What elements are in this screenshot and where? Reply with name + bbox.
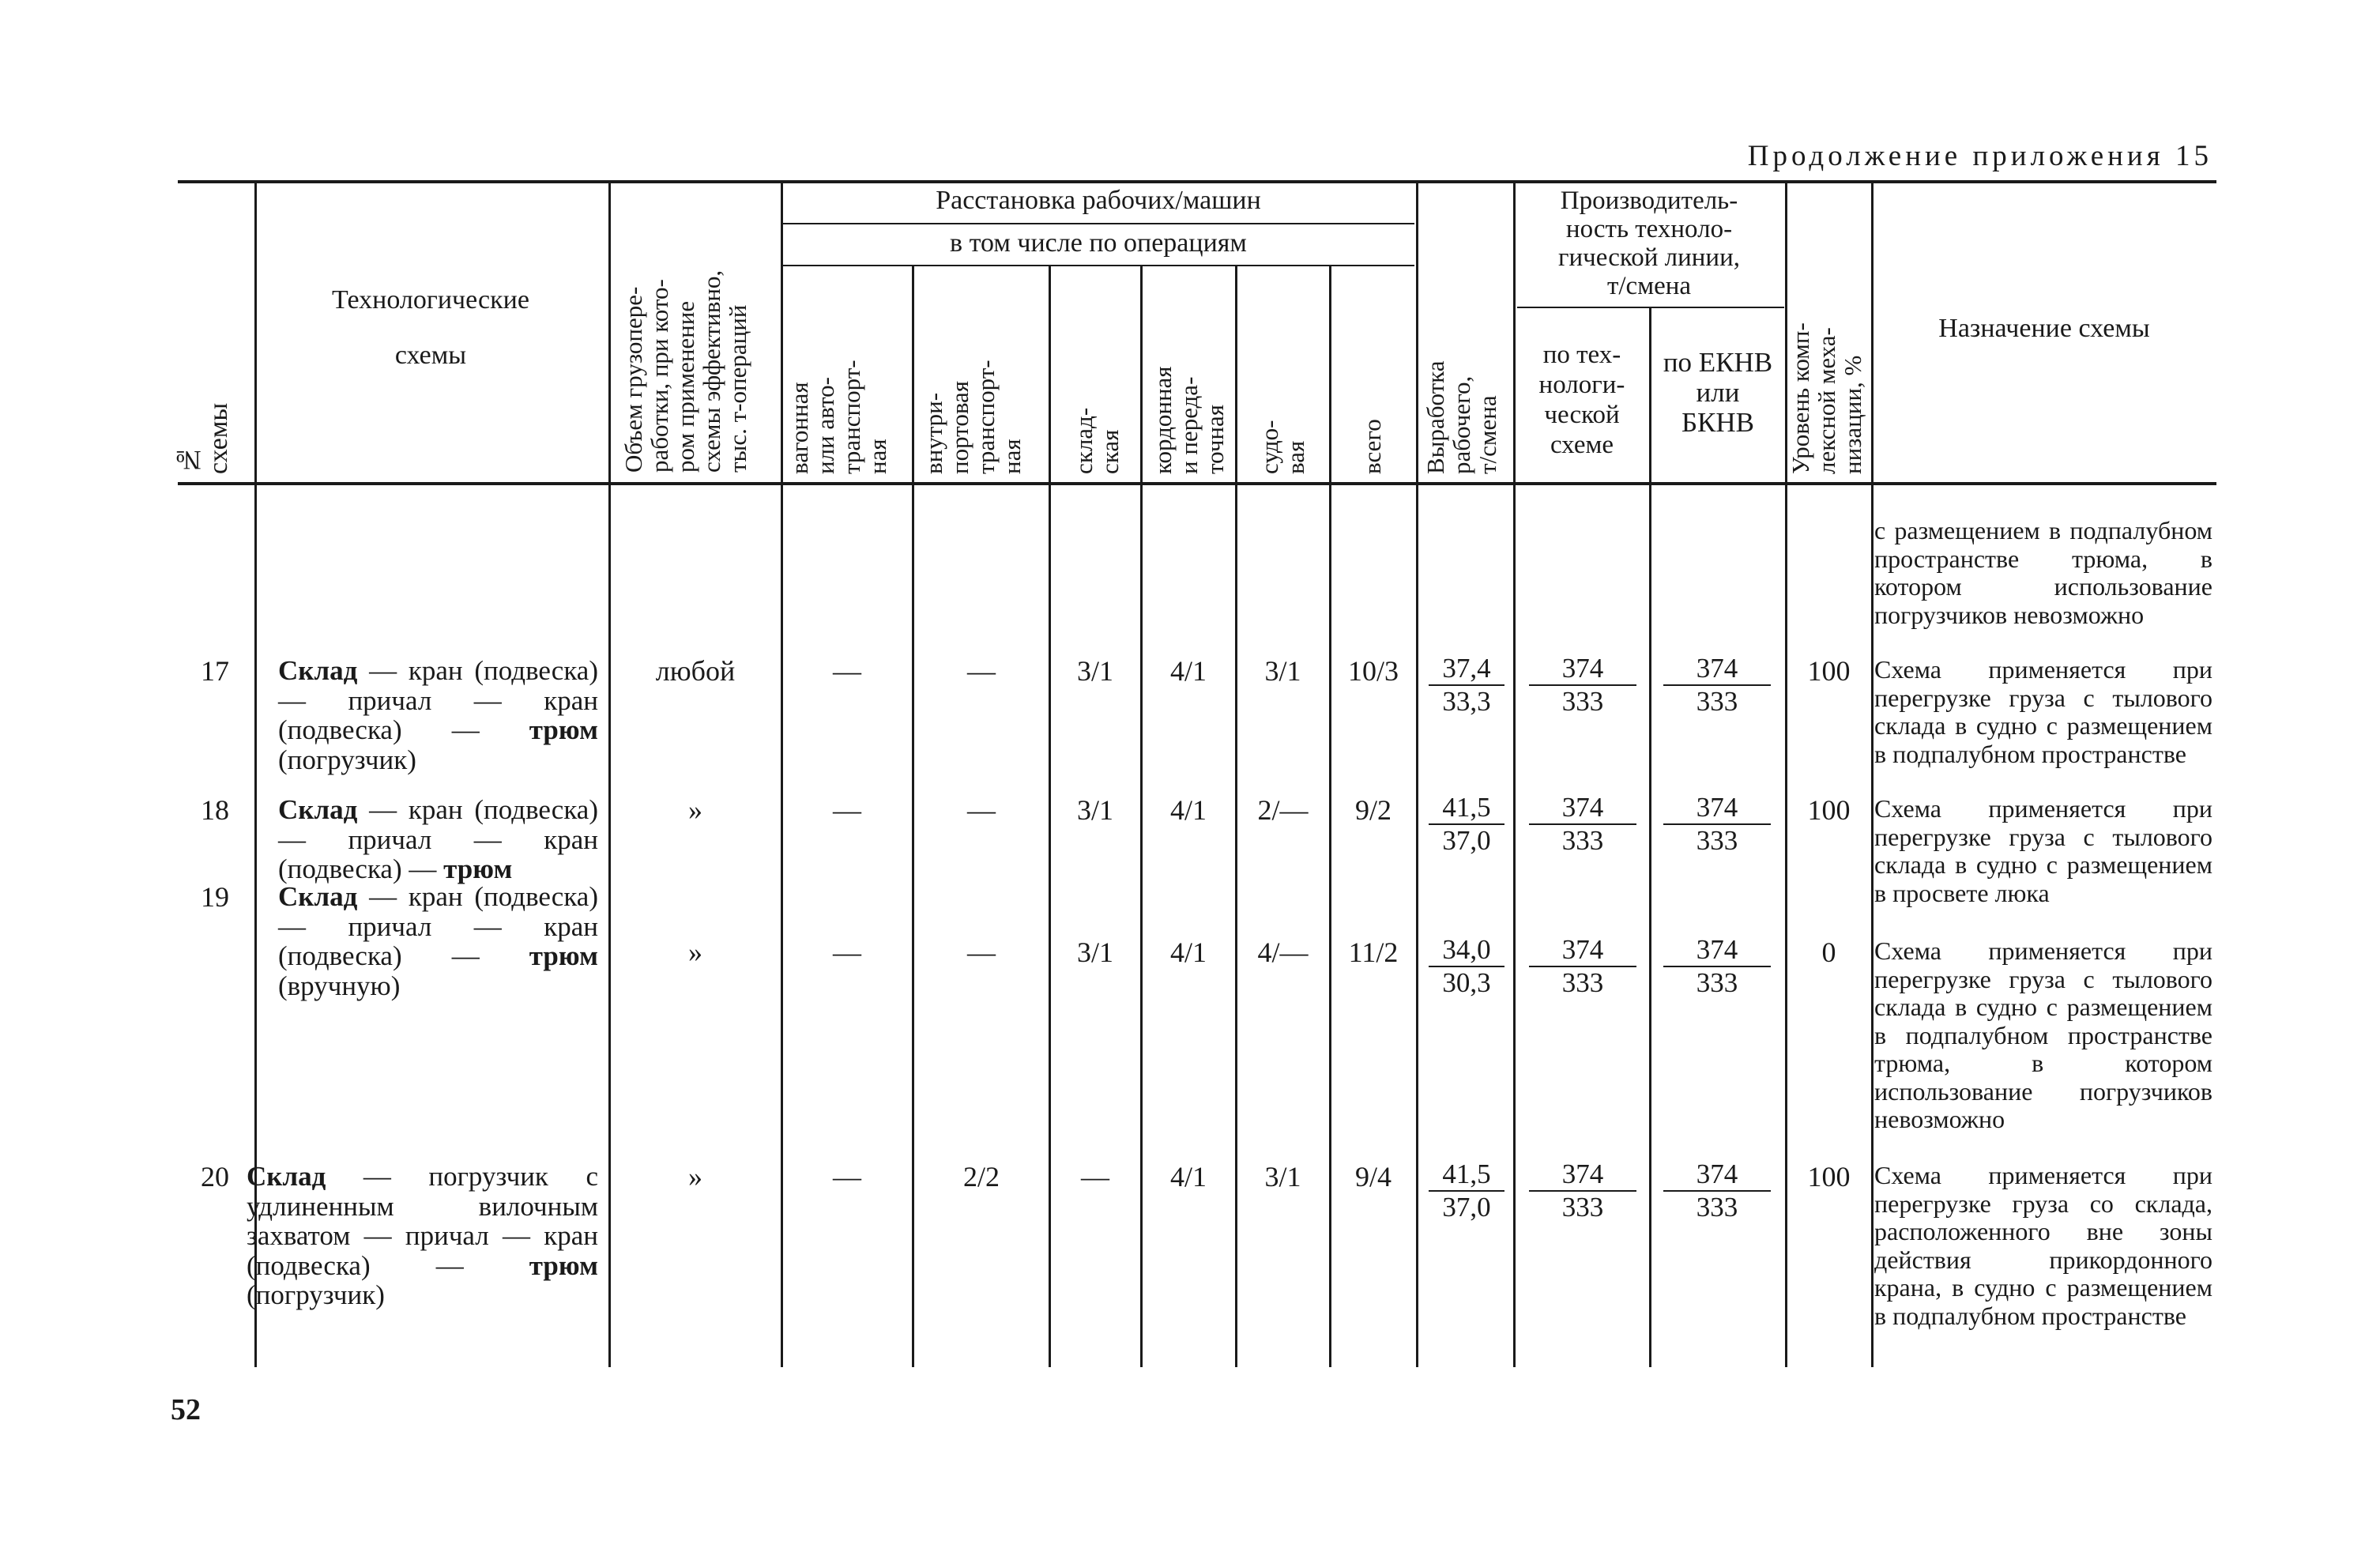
table-top-rule <box>178 180 2216 183</box>
header-output: Выработка рабочего, т/смена <box>1422 360 1501 474</box>
header-no: № схемы <box>174 402 233 474</box>
row-18-ekhv: $\frac{374}{333}$ <box>1663 792 1771 857</box>
row-20-scheme: Склад — погрузчик с удлиненным вилочным захватом — причал — кран (подвеска) — трюм (погрузчик) <box>247 1161 598 1310</box>
header-ship: судо- вая <box>1256 420 1309 474</box>
continued-description: с размещением в подпалубном пространстве трюма, в котором использование погрузчиков невозможно <box>1874 516 2212 629</box>
row-19-volume: » <box>688 936 702 968</box>
row-18-cordon: 4/1 <box>1169 794 1207 826</box>
header-by-tech: по тех- нологи- ческой схеме <box>1538 341 1625 459</box>
row-19-intraport: — <box>967 936 996 968</box>
row-20-volume: » <box>688 1161 702 1192</box>
header-schemes-line1: Технологические <box>332 285 529 315</box>
row-17-mech: 100 <box>1807 655 1851 687</box>
row-19-mech: 0 <box>1821 936 1836 968</box>
header-wagon: вагонная или авто- транспорт- ная <box>785 360 891 474</box>
row-18-purpose: Схема применяется при перегрузке груза с тылового склада в судно с размещением в просвете люка <box>1874 794 2212 907</box>
row-19-purpose: Схема применяется при перегрузке груза с тылового склада в судно с размещением в подпалубном пространстве трюма, в котором использование погрузчиков невозможно <box>1874 936 2212 1133</box>
col-divider <box>1649 307 1651 1367</box>
row-17-intraport: — <box>967 655 996 687</box>
row-20-ship: 3/1 <box>1264 1161 1301 1192</box>
row-20-cordon: 4/1 <box>1169 1161 1207 1192</box>
header-by-operations: в том числе по операциям <box>950 228 1247 258</box>
placement-subheader-rule <box>782 223 1414 224</box>
row-20-total: 9/4 <box>1354 1161 1391 1192</box>
row-17-tech: $\frac{374}{333}$ <box>1529 653 1636 718</box>
row-20-no: 20 <box>201 1161 229 1192</box>
row-19-ekhv: $\frac{374}{333}$ <box>1663 934 1771 999</box>
header-volume: Объем грузопере- работки, при кото- ром применение схемы эффективно, тыс. т-операций <box>619 269 751 473</box>
row-18-ship: 2/— <box>1257 794 1309 826</box>
row-18-warehouse: 3/1 <box>1076 794 1113 826</box>
row-17-ekhv: $\frac{374}{333}$ <box>1663 653 1771 718</box>
row-19-scheme: Склад — кран (подвеска) — причал — кран (подвеска) — трюм (вручную) <box>278 881 598 1001</box>
row-17-scheme: Склад — кран (подвеска) — причал — кран (подвеска) — трюм (погрузчик) <box>278 655 598 775</box>
col-divider <box>1871 182 1873 1367</box>
row-20-warehouse: — <box>1081 1161 1109 1192</box>
row-18-no: 18 <box>201 794 229 826</box>
row-17-purpose: Схема применяется при перегрузке груза с тылового склада в судно с размещением в подпалубном пространстве <box>1874 655 2212 768</box>
row-20-mech: 100 <box>1807 1161 1851 1192</box>
row-20-tech: $\frac{374}{333}$ <box>1529 1159 1636 1223</box>
row-18-intraport: — <box>967 794 996 826</box>
operations-subheader-rule <box>782 265 1414 266</box>
row-19-cordon: 4/1 <box>1169 936 1207 968</box>
row-18-wagon: — <box>833 794 861 826</box>
header-intraport: внутри- портовая транспорт- ная <box>920 360 1026 474</box>
header-total: всего <box>1358 419 1386 474</box>
row-17-output: $\frac{37,4}{33,3}$ <box>1429 653 1504 718</box>
row-19-no: 19 <box>201 881 229 913</box>
row-17-total: 10/3 <box>1347 655 1399 687</box>
row-19-total: 11/2 <box>1348 936 1399 968</box>
row-17-volume: любой <box>655 655 736 687</box>
header-placement: Расстановка рабочих/машин <box>936 186 1261 215</box>
header-purpose: Назначение схемы <box>1938 314 2150 343</box>
row-18-output: $\frac{41,5}{37,0}$ <box>1429 792 1504 857</box>
row-19-tech: $\frac{374}{333}$ <box>1529 934 1636 999</box>
page-number: 52 <box>171 1393 201 1426</box>
row-17-wagon: — <box>833 655 861 687</box>
row-18-scheme: Склад — кран (подвеска) — причал — кран (подвеска) — трюм <box>278 794 598 884</box>
row-18-tech: $\frac{374}{333}$ <box>1529 792 1636 857</box>
col-divider <box>781 182 783 1367</box>
col-divider <box>608 182 611 1367</box>
header-mech: Уровень комп- лексной меха- низации, % <box>1787 322 1866 474</box>
row-17-ship: 3/1 <box>1264 655 1301 687</box>
header-by-ekhv: по ЕКНВ или БКНВ <box>1663 347 1773 438</box>
header-schemes-line2: схемы <box>394 341 467 370</box>
row-20-wagon: — <box>833 1161 861 1192</box>
row-17-warehouse: 3/1 <box>1076 655 1113 687</box>
row-20-output: $\frac{41,5}{37,0}$ <box>1429 1159 1504 1223</box>
row-20-ekhv: $\frac{374}{333}$ <box>1663 1159 1771 1223</box>
row-18-mech: 100 <box>1807 794 1851 826</box>
row-20-intraport: 2/2 <box>962 1161 1000 1192</box>
header-cordon: кордонная и переда- точная <box>1149 366 1229 474</box>
row-19-wagon: — <box>833 936 861 968</box>
row-19-warehouse: 3/1 <box>1076 936 1113 968</box>
row-19-output: $\frac{34,0}{30,3}$ <box>1429 934 1504 999</box>
header-productivity: Производитель- ность техноло- гической линии, т/смена <box>1557 187 1741 300</box>
row-18-total: 9/2 <box>1354 794 1391 826</box>
row-17-cordon: 4/1 <box>1169 655 1207 687</box>
col-divider <box>1416 182 1418 1367</box>
row-17-no: 17 <box>201 655 229 687</box>
col-divider <box>912 266 914 1367</box>
table-header-bottom-rule <box>178 482 2216 485</box>
page-header: Продолжение приложения 15 <box>1747 140 2212 172</box>
header-warehouse: склад- ская <box>1070 407 1124 474</box>
row-20-purpose: Схема применяется при перегрузке груза со склада, расположенного вне зоны действия прикордонного крана, в судно с размещением в подпалубном пространстве <box>1874 1161 2212 1330</box>
row-19-ship: 4/— <box>1257 936 1309 968</box>
row-18-volume: » <box>688 794 702 826</box>
